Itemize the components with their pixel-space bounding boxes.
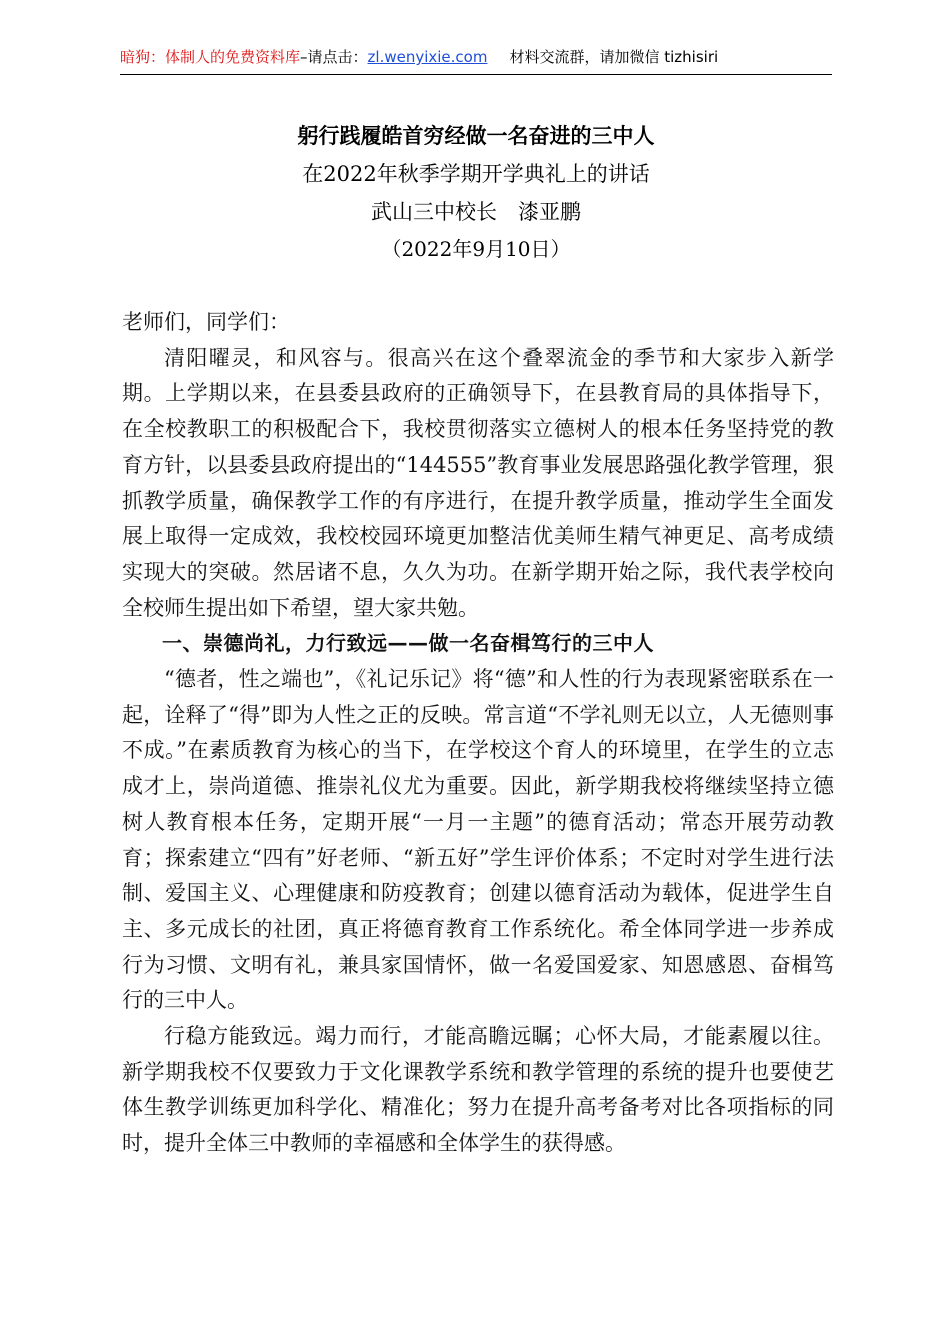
header-brand: 暗狗：体制人的免费资料库: [120, 48, 301, 66]
header-prompt: –请点击：: [300, 48, 368, 66]
document-body: [122, 305, 834, 1162]
paragraph: 行稳方能致远。竭力而行，才能高瞻远瞩；心怀大局，才能素履以往。新学期我校不仅要致力于文化课教学系统和教学管理的系统的提升也要使艺体生教学训练更加科学化、精准化；努力在提升高考备考对比各项指标的同时，提升全体三中教师的幸福感和全体学生的获得感。: [122, 1024, 834, 1156]
header-banner: [120, 40, 832, 75]
document-subtitle: 在2022年秋季学期开学典礼上的讲话: [302, 162, 650, 186]
paragraph: “德者，性之端也”，《礼记乐记》将“德”和人性的行为表现紧密联系在一起，诠释了“得”即为人性之正的反映。常言道“不学礼则无以立，人无德则事不成。”在素质教育为核心的当下，在学校这个育人的环境里，在学生的立志成才上，崇尚道德、推崇礼仪尤为重要。因此，新学期我校将继续坚持立德树人教育根本任务，定期开展“一月一主题”的德育活动；常态开展劳动教育；探索建立“四有”好老师、“新五好”学生评价体系；不定时对学生进行法制、爱国主义、心理健康和防疫教育；创建以德育活动为载体，促进学生自主、多元成长的社团，真正将德育教育工作系统化。希全体同学进一步养成行为习惯、文明有礼，兼具家国情怀，做一名爱国爱家、知恩感恩、奋楫笃行的三中人。: [122, 667, 834, 1013]
document-author: 武山三中校长 漆亚鹏: [371, 200, 581, 224]
paragraph: 清阳曜灵，和风容与。很高兴在这个叠翠流金的季节和大家步入新学期。上学期以来，在县委县政府的正确领导下，在县教育局的具体指导下，在全校教职工的积极配合下，我校贯彻落实立德树人的根本任务坚持党的教育方针，以县委县政府提出的“144555”教育事业发展思路强化教学管理，狠抓教学质量，确保教学工作的有序进行，在提升教学质量，推动学生全面发展上取得一定成效，我校校园环境更加整洁优美师生精气神更足、高考成绩实现大的突破。然居诸不息，久久为功。在新学期开始之际，我代表学校向全校师生提出如下希望，望大家共勉。: [122, 345, 834, 620]
header-contact: 材料交流群，请加微信 tizhisiri: [509, 48, 719, 66]
greeting: 老师们，同学们：: [122, 310, 290, 334]
section-heading: 一、崇德尚礼，力行致远——做一名奋楫笃行的三中人: [162, 631, 654, 656]
header-url-link[interactable]: zl.wenyixie.com: [367, 48, 488, 66]
document-title: 躬行践履皓首穷经做一名奋进的三中人: [297, 123, 655, 148]
document-date: （2022年9月10日）: [381, 237, 571, 261]
